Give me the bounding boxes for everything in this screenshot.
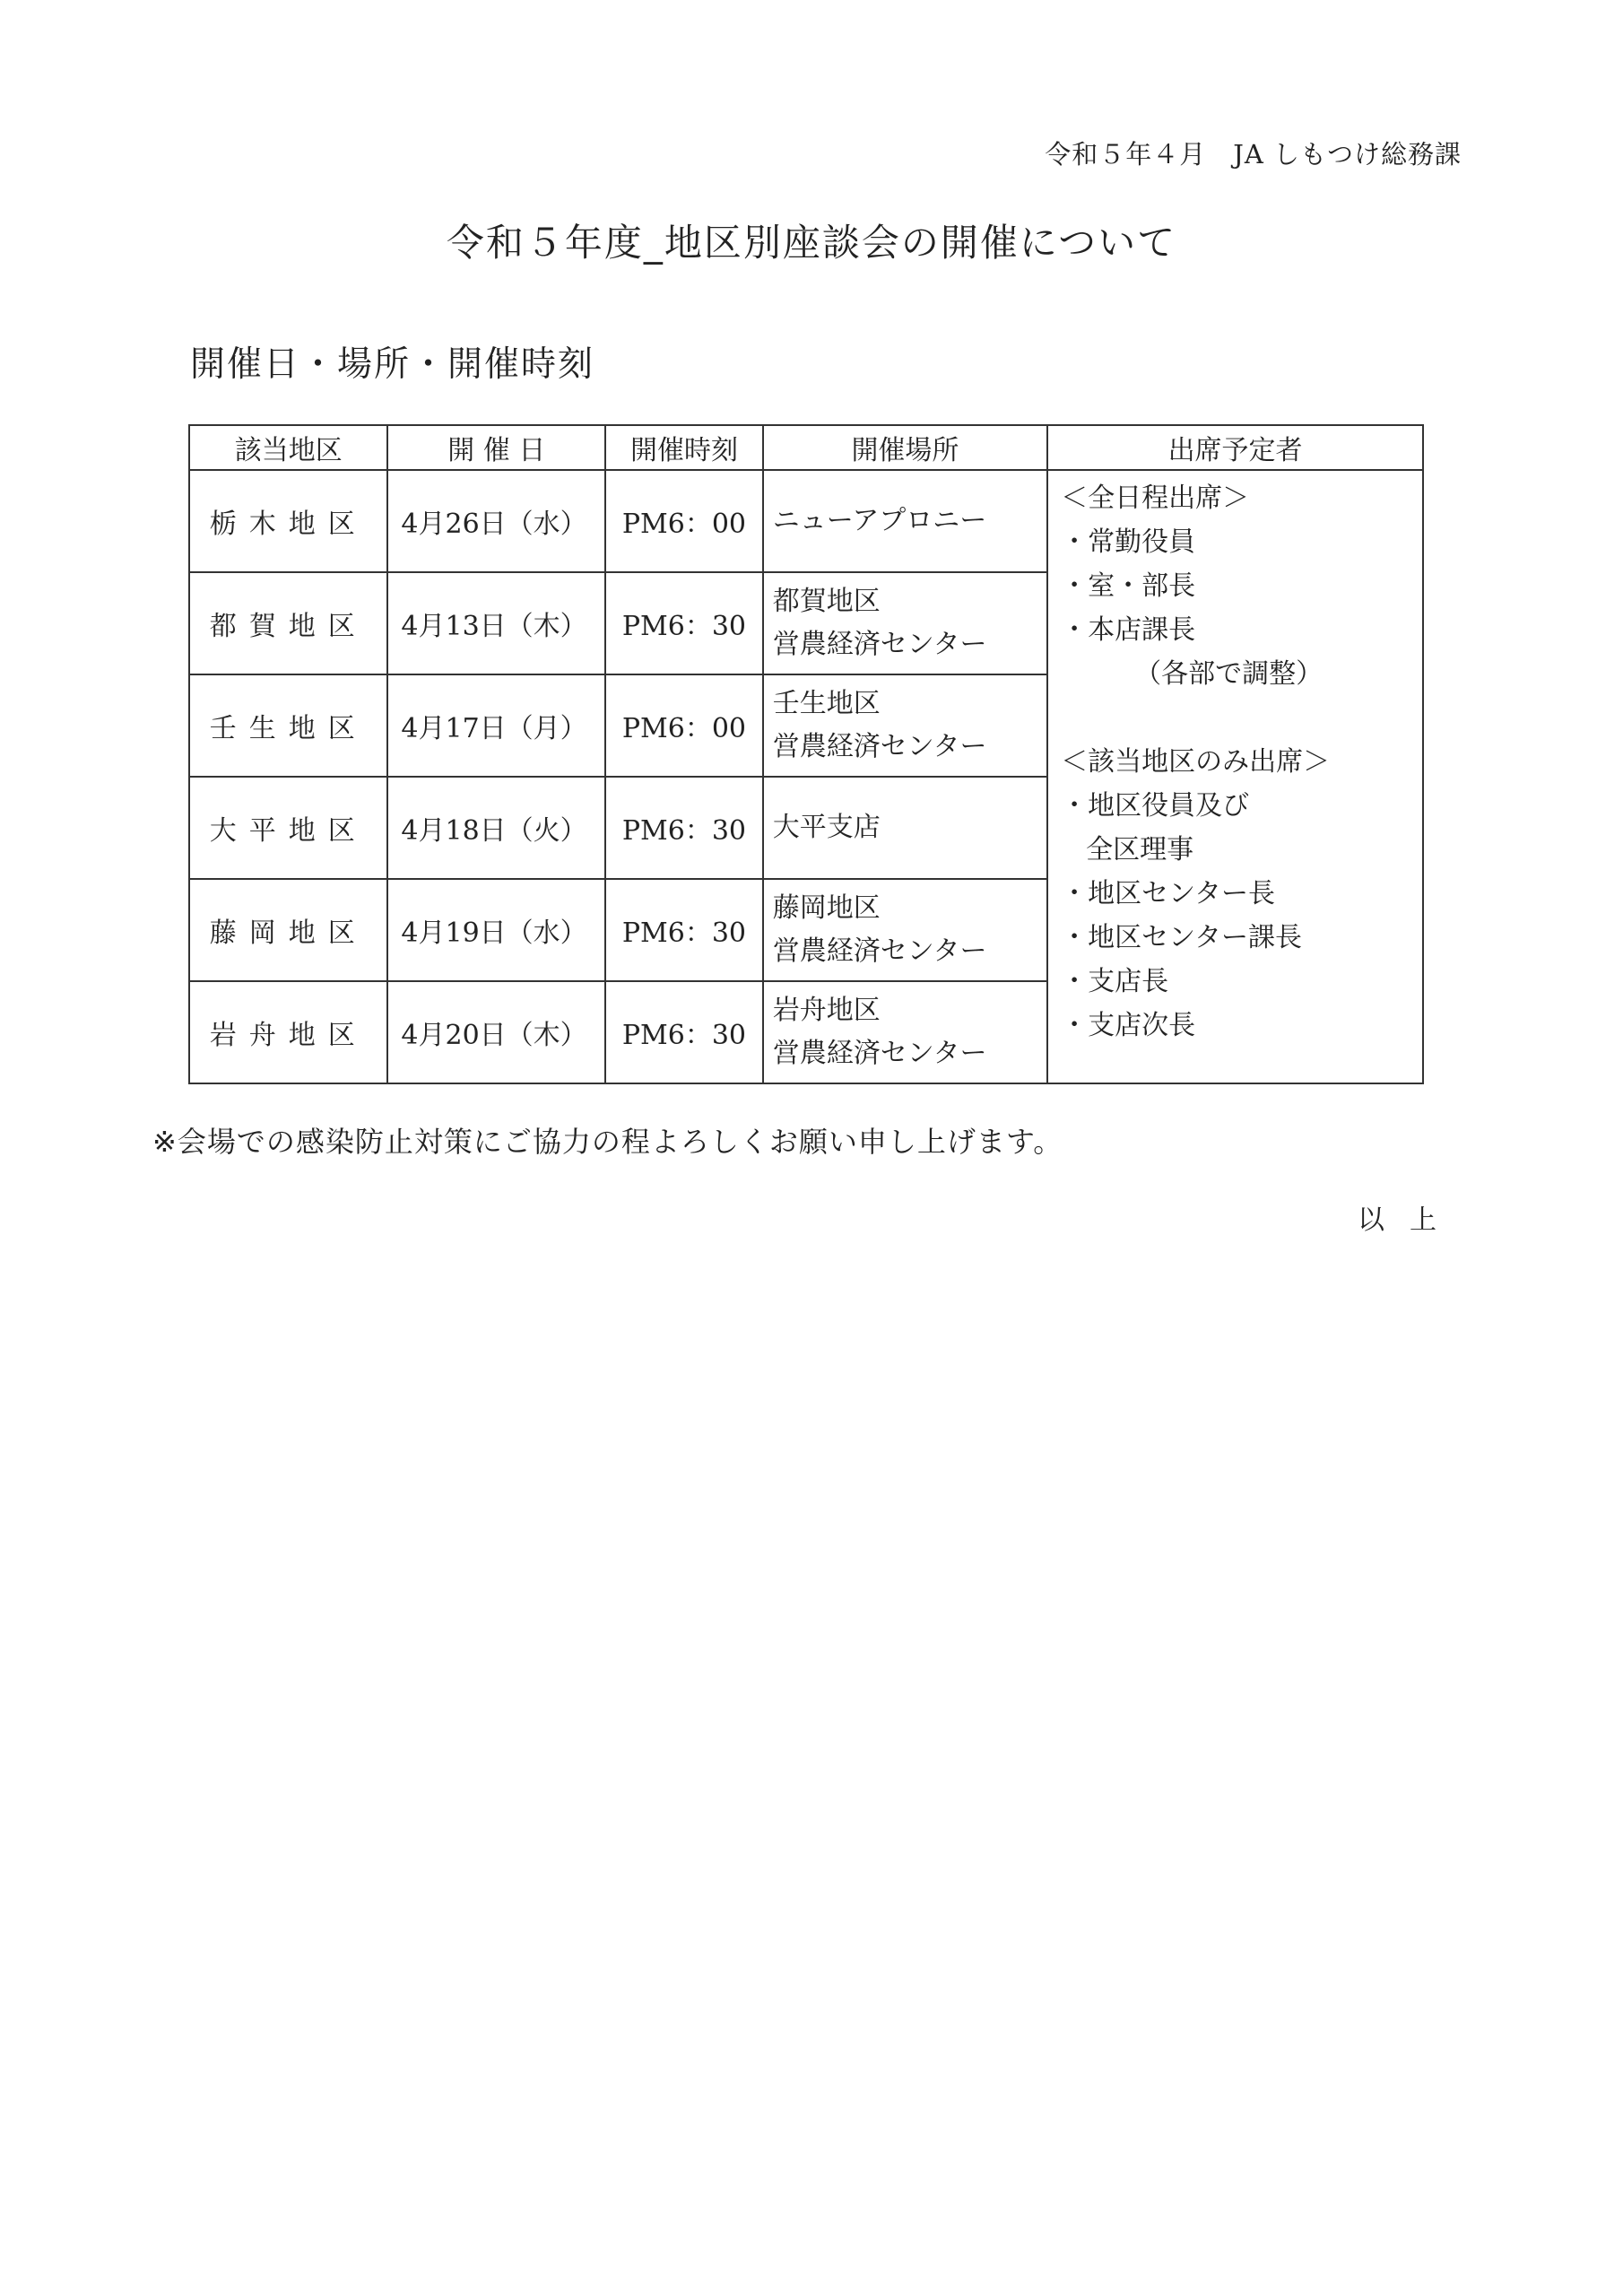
venue-line: ニューアプロニー <box>772 505 987 536</box>
attendee-item: ・本店課長 <box>1061 614 1196 646</box>
attendee-item: ・支店長 <box>1061 966 1169 997</box>
attendees-district-only-heading: ＜該当地区のみ出席＞ <box>1061 746 1331 778</box>
time-cell: PM6：00 <box>605 470 763 572</box>
date-cell: 4月17日（月） <box>387 674 605 777</box>
header-attendees: 出席予定者 <box>1047 425 1423 470</box>
date-cell: 4月19日（水） <box>387 879 605 981</box>
district-cell: 栃木地区 <box>189 470 387 572</box>
document-title: 令和５年度_地区別座談会の開催について <box>446 221 1177 265</box>
schedule-table <box>188 424 1424 1084</box>
venue-line: 藤岡地区 <box>772 892 881 924</box>
district-cell: 藤岡地区 <box>189 879 387 981</box>
venue-line: 営農経済センター <box>772 1038 987 1069</box>
header-time: 開催時刻 <box>605 425 763 470</box>
attendee-item-continuation: 全区理事 <box>1086 834 1194 865</box>
district-cell: 大平地区 <box>189 777 387 879</box>
date-cell: 4月20日（木） <box>387 981 605 1083</box>
venue-line: 営農経済センター <box>772 731 987 762</box>
venue-cell <box>763 572 1047 674</box>
date-cell: 4月26日（水） <box>387 470 605 572</box>
venue-line: 岩舟地区 <box>772 995 881 1026</box>
venue-cell <box>763 470 1047 572</box>
venue-cell <box>763 981 1047 1083</box>
venue-cell <box>763 879 1047 981</box>
attendee-item: ・地区役員及び <box>1061 790 1250 822</box>
attendee-item: ・室・部長 <box>1061 570 1196 602</box>
venue-line: 壬生地区 <box>772 688 881 719</box>
spacer <box>1061 696 1422 740</box>
header-venue: 開催場所 <box>763 425 1047 470</box>
attendee-item: ・地区センター長 <box>1061 878 1275 909</box>
attendees-all-days-heading: ＜全日程出席＞ <box>1061 483 1250 514</box>
district-cell: 都賀地区 <box>189 572 387 674</box>
time-cell: PM6：00 <box>605 674 763 777</box>
header-date: 開 催 日 <box>387 425 605 470</box>
venue-cell <box>763 777 1047 879</box>
section-heading: 開催日・場所・開催時刻 <box>190 344 595 385</box>
issue-date-line: 令和５年４月 JA しもつけ総務課 <box>1045 139 1462 170</box>
attendee-item: ・地区センター課長 <box>1061 922 1302 953</box>
table-header-row <box>189 425 1423 470</box>
venue-cell <box>763 674 1047 777</box>
venue-line: 大平支店 <box>772 812 881 843</box>
district-cell: 壬生地区 <box>189 674 387 777</box>
venue-line: 営農経済センター <box>772 935 987 967</box>
attendees-cell <box>1047 470 1423 1083</box>
venue-line: 都賀地区 <box>772 586 881 617</box>
venue-line: 営農経済センター <box>772 629 987 660</box>
time-cell: PM6：30 <box>605 572 763 674</box>
date-cell: 4月13日（木） <box>387 572 605 674</box>
attendee-item: ・支店次長 <box>1061 1010 1196 1041</box>
attendee-item: ・常勤役員 <box>1061 526 1196 558</box>
closing-mark: 以上 <box>1358 1205 1462 1236</box>
infection-prevention-note: ※会場での感染防止対策にご協力の程よろしくお願い申し上げます。 <box>152 1125 1063 1159</box>
time-cell: PM6：30 <box>605 981 763 1083</box>
time-cell: PM6：30 <box>605 879 763 981</box>
date-cell: 4月18日（火） <box>387 777 605 879</box>
time-cell: PM6：30 <box>605 777 763 879</box>
table-row <box>189 470 1423 572</box>
header-district: 該当地区 <box>189 425 387 470</box>
district-cell: 岩舟地区 <box>189 981 387 1083</box>
attendee-note: （各部で調整） <box>1134 658 1324 690</box>
